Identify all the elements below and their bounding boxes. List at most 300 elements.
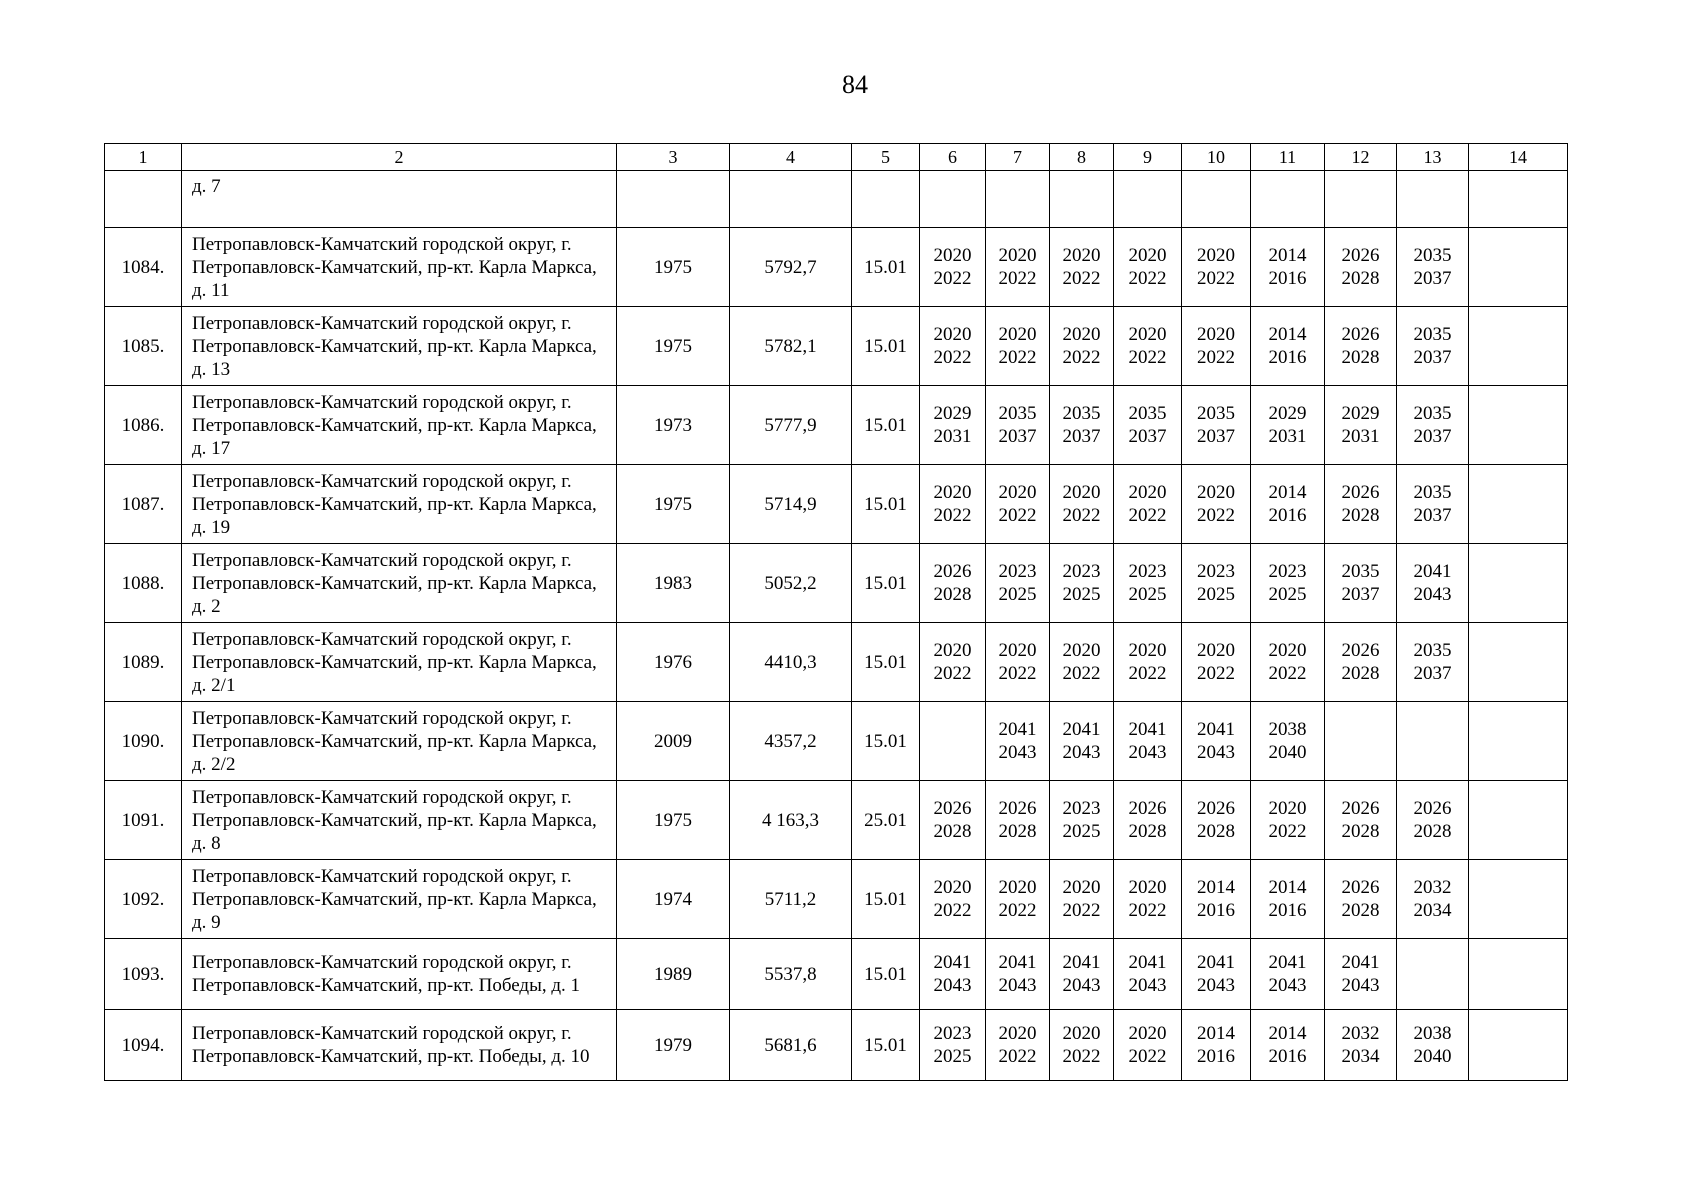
period-start-year: 2026 xyxy=(933,561,972,582)
period-cell xyxy=(1114,623,1182,702)
table-row xyxy=(105,939,1568,1010)
period-start-year: 2023 xyxy=(998,561,1037,582)
period-cell xyxy=(1251,307,1325,386)
period-start-year: 2014 xyxy=(1268,482,1307,503)
period-start-year: 2029 xyxy=(933,403,972,424)
period-start-year: 2041 xyxy=(1268,952,1307,973)
period-end-year: 2022 xyxy=(1128,1046,1167,1067)
code-cell: 15.01 xyxy=(852,544,920,623)
address-cell: Петропавловск-Камчатский городской округ, г. Петропавловск-Камчатский, пр-кт. Победы, д. 1 xyxy=(182,939,617,1010)
empty-cell xyxy=(986,171,1050,228)
period-start-year: 2020 xyxy=(1128,877,1167,898)
period-cell xyxy=(1050,623,1114,702)
empty-cell xyxy=(1397,171,1469,228)
period-start-year: 2026 xyxy=(1341,640,1380,661)
period-cell xyxy=(1050,386,1114,465)
period-start-year: 2020 xyxy=(1128,640,1167,661)
period-end-year: 2022 xyxy=(1062,663,1101,684)
period-cell xyxy=(1251,781,1325,860)
area-cell: 5792,7 xyxy=(730,228,852,307)
period-start-year: 2032 xyxy=(1413,877,1452,898)
period-start-year: 2041 xyxy=(933,952,972,973)
period-cell xyxy=(1397,465,1469,544)
notes-cell xyxy=(1469,465,1568,544)
row-number-cell: 1084. xyxy=(105,228,182,307)
period-end-year: 2016 xyxy=(1268,505,1307,526)
period-start-year: 2020 xyxy=(1197,245,1235,266)
period-end-year: 2028 xyxy=(933,584,972,605)
period-start-year: 2026 xyxy=(1413,798,1452,819)
period-start-year: 2020 xyxy=(933,245,972,266)
table-row xyxy=(105,1010,1568,1081)
period-end-year: 2022 xyxy=(1128,505,1167,526)
period-cell xyxy=(920,544,986,623)
period-cell xyxy=(986,781,1050,860)
period-cell xyxy=(1251,860,1325,939)
period-end-year: 2028 xyxy=(1128,821,1167,842)
period-end-year: 2022 xyxy=(1197,268,1235,289)
column-number: 10 xyxy=(1182,144,1251,171)
period-start-year: 2020 xyxy=(1128,1023,1167,1044)
period-start-year: 2026 xyxy=(1128,798,1167,819)
notes-cell xyxy=(1469,702,1568,781)
period-cell xyxy=(1325,1010,1397,1081)
period-start-year: 2020 xyxy=(998,482,1037,503)
period-start-year: 2020 xyxy=(1062,640,1101,661)
table-row xyxy=(105,386,1568,465)
period-cell xyxy=(1050,465,1114,544)
period-start-year: 2035 xyxy=(1413,482,1452,503)
period-cell xyxy=(1114,1010,1182,1081)
period-start-year: 2026 xyxy=(1341,877,1380,898)
period-end-year: 2025 xyxy=(998,584,1037,605)
address-cell: Петропавловск-Камчатский городской округ, г. Петропавловск-Камчатский, пр-кт. Карла Маркса, д. 2 xyxy=(182,544,617,623)
period-cell xyxy=(1325,702,1397,781)
column-number: 14 xyxy=(1469,144,1568,171)
period-start-year: 2041 xyxy=(1062,719,1101,740)
period-cell xyxy=(1182,781,1251,860)
period-start-year: 2014 xyxy=(1197,877,1235,898)
period-end-year: 2043 xyxy=(1341,975,1380,996)
period-end-year: 2022 xyxy=(933,663,972,684)
period-start-year: 2020 xyxy=(1197,640,1235,661)
period-cell xyxy=(1182,702,1251,781)
period-start-year: 2020 xyxy=(1128,245,1167,266)
period-end-year: 2022 xyxy=(1062,268,1101,289)
period-start-year: 2023 xyxy=(933,1023,972,1044)
area-cell: 5711,2 xyxy=(730,860,852,939)
period-end-year: 2022 xyxy=(1197,505,1235,526)
period-end-year: 2016 xyxy=(1268,1046,1307,1067)
build-year-cell: 1974 xyxy=(617,860,730,939)
empty-cell xyxy=(920,171,986,228)
period-start-year: 2020 xyxy=(998,640,1037,661)
row-number-cell: 1092. xyxy=(105,860,182,939)
notes-cell xyxy=(1469,623,1568,702)
area-cell: 4357,2 xyxy=(730,702,852,781)
notes-cell xyxy=(1469,228,1568,307)
notes-cell xyxy=(1469,544,1568,623)
code-cell: 15.01 xyxy=(852,702,920,781)
period-end-year: 2022 xyxy=(1128,347,1167,368)
period-cell xyxy=(920,939,986,1010)
period-cell xyxy=(1050,228,1114,307)
empty-cell xyxy=(1469,171,1568,228)
area-cell: 5777,9 xyxy=(730,386,852,465)
notes-cell xyxy=(1469,939,1568,1010)
period-end-year: 2022 xyxy=(1062,505,1101,526)
period-start-year: 2014 xyxy=(1268,245,1307,266)
period-cell xyxy=(1397,702,1469,781)
period-end-year: 2043 xyxy=(1062,742,1101,763)
build-year-cell: 1983 xyxy=(617,544,730,623)
column-number: 5 xyxy=(852,144,920,171)
period-cell xyxy=(986,939,1050,1010)
table-row xyxy=(105,623,1568,702)
address-cell: Петропавловск-Камчатский городской округ, г. Петропавловск-Камчатский, пр-кт. Карла Маркса, д. 19 xyxy=(182,465,617,544)
period-start-year: 2020 xyxy=(1268,798,1307,819)
period-end-year: 2037 xyxy=(1413,426,1452,447)
period-cell xyxy=(986,386,1050,465)
period-start-year: 2041 xyxy=(1197,719,1235,740)
period-end-year: 2022 xyxy=(1268,821,1307,842)
period-cell xyxy=(920,781,986,860)
table-row xyxy=(105,228,1568,307)
address-cell: Петропавловск-Камчатский городской округ, г. Петропавловск-Камчатский, пр-кт. Карла Маркса, д. 11 xyxy=(182,228,617,307)
column-number: 3 xyxy=(617,144,730,171)
period-start-year: 2029 xyxy=(1341,403,1380,424)
period-cell xyxy=(1251,465,1325,544)
period-cell xyxy=(920,386,986,465)
period-cell xyxy=(920,860,986,939)
build-year-cell: 2009 xyxy=(617,702,730,781)
period-start-year: 2020 xyxy=(933,640,972,661)
period-start-year: 2014 xyxy=(1197,1023,1235,1044)
notes-cell xyxy=(1469,386,1568,465)
period-end-year: 2031 xyxy=(1268,426,1307,447)
period-cell xyxy=(1325,939,1397,1010)
period-start-year: 2041 xyxy=(1341,952,1380,973)
period-cell xyxy=(1182,860,1251,939)
area-cell: 4410,3 xyxy=(730,623,852,702)
period-cell xyxy=(1114,465,1182,544)
period-end-year: 2037 xyxy=(1062,426,1101,447)
table-row xyxy=(105,781,1568,860)
column-number: 4 xyxy=(730,144,852,171)
period-end-year: 2022 xyxy=(998,347,1037,368)
period-start-year: 2041 xyxy=(1128,952,1167,973)
period-end-year: 2037 xyxy=(998,426,1037,447)
period-cell xyxy=(1050,702,1114,781)
address-cell: Петропавловск-Камчатский городской округ, г. Петропавловск-Камчатский, пр-кт. Победы, д. 10 xyxy=(182,1010,617,1081)
period-start-year: 2038 xyxy=(1268,719,1307,740)
notes-cell xyxy=(1469,781,1568,860)
table-row xyxy=(105,465,1568,544)
page-number: 84 xyxy=(842,70,868,99)
period-cell xyxy=(1114,860,1182,939)
period-cell xyxy=(1182,1010,1251,1081)
period-cell xyxy=(1397,939,1469,1010)
period-end-year: 2043 xyxy=(933,975,972,996)
period-start-year: 2020 xyxy=(933,877,972,898)
period-cell xyxy=(1397,1010,1469,1081)
period-end-year: 2022 xyxy=(933,268,972,289)
period-start-year: 2014 xyxy=(1268,877,1307,898)
row-number-cell: 1087. xyxy=(105,465,182,544)
period-end-year: 2043 xyxy=(1197,975,1235,996)
period-cell xyxy=(1251,1010,1325,1081)
row-number-cell: 1094. xyxy=(105,1010,182,1081)
period-end-year: 2043 xyxy=(998,975,1037,996)
period-end-year: 2022 xyxy=(998,505,1037,526)
period-start-year: 2041 xyxy=(1062,952,1101,973)
period-start-year: 2038 xyxy=(1413,1023,1452,1044)
period-end-year: 2031 xyxy=(933,426,972,447)
period-end-year: 2040 xyxy=(1268,742,1307,763)
period-start-year: 2026 xyxy=(1341,798,1380,819)
row-number-cell: 1088. xyxy=(105,544,182,623)
period-start-year: 2035 xyxy=(1062,403,1101,424)
period-cell xyxy=(1114,386,1182,465)
empty-cell xyxy=(730,171,852,228)
period-end-year: 2037 xyxy=(1341,584,1380,605)
period-end-year: 2016 xyxy=(1197,900,1235,921)
period-cell xyxy=(1182,465,1251,544)
period-cell xyxy=(1251,623,1325,702)
period-cell xyxy=(920,1010,986,1081)
period-start-year: 2020 xyxy=(998,324,1037,345)
period-cell xyxy=(986,1010,1050,1081)
period-end-year: 2022 xyxy=(1128,663,1167,684)
period-cell xyxy=(1114,307,1182,386)
period-start-year: 2023 xyxy=(1268,561,1307,582)
period-end-year: 2028 xyxy=(1341,505,1380,526)
table-row xyxy=(105,544,1568,623)
period-end-year: 2028 xyxy=(933,821,972,842)
period-end-year: 2025 xyxy=(1062,584,1101,605)
period-end-year: 2043 xyxy=(1197,742,1235,763)
area-cell: 5537,8 xyxy=(730,939,852,1010)
build-year-cell: 1979 xyxy=(617,1010,730,1081)
period-end-year: 2016 xyxy=(1268,347,1307,368)
address-cell: Петропавловск-Камчатский городской округ, г. Петропавловск-Камчатский, пр-кт. Карла Маркса, д. 9 xyxy=(182,860,617,939)
period-cell xyxy=(1182,939,1251,1010)
period-cell xyxy=(1397,307,1469,386)
period-end-year: 2016 xyxy=(1268,900,1307,921)
column-number: 1 xyxy=(105,144,182,171)
period-start-year: 2023 xyxy=(1197,561,1235,582)
row-number-cell: 1086. xyxy=(105,386,182,465)
row-number-cell: 1089. xyxy=(105,623,182,702)
period-cell xyxy=(1325,307,1397,386)
period-start-year: 2020 xyxy=(933,482,972,503)
code-cell: 15.01 xyxy=(852,860,920,939)
empty-cell xyxy=(1182,171,1251,228)
code-cell: 15.01 xyxy=(852,307,920,386)
period-end-year: 2022 xyxy=(1062,1046,1101,1067)
period-end-year: 2040 xyxy=(1413,1046,1452,1067)
period-cell xyxy=(1114,781,1182,860)
period-cell xyxy=(1114,544,1182,623)
build-year-cell: 1973 xyxy=(617,386,730,465)
period-cell xyxy=(920,702,986,781)
period-end-year: 2028 xyxy=(998,821,1037,842)
period-end-year: 2028 xyxy=(1341,900,1380,921)
period-cell xyxy=(1325,228,1397,307)
period-cell xyxy=(986,623,1050,702)
period-end-year: 2043 xyxy=(1062,975,1101,996)
period-end-year: 2025 xyxy=(1062,821,1101,842)
continuation-row xyxy=(105,171,1568,228)
period-cell xyxy=(920,228,986,307)
address-cell: Петропавловск-Камчатский городской округ, г. Петропавловск-Камчатский, пр-кт. Карла Маркса, д. 2/1 xyxy=(182,623,617,702)
row-number-cell: 1093. xyxy=(105,939,182,1010)
period-start-year: 2020 xyxy=(1197,482,1235,503)
period-cell xyxy=(1397,386,1469,465)
period-start-year: 2026 xyxy=(1341,245,1380,266)
period-cell xyxy=(1251,544,1325,623)
period-cell xyxy=(1325,623,1397,702)
period-cell xyxy=(1050,307,1114,386)
period-cell xyxy=(1397,781,1469,860)
period-cell xyxy=(986,307,1050,386)
period-end-year: 2022 xyxy=(933,347,972,368)
period-start-year: 2020 xyxy=(1062,877,1101,898)
period-start-year: 2041 xyxy=(1197,952,1235,973)
period-end-year: 2028 xyxy=(1341,347,1380,368)
row-number-cell: 1090. xyxy=(105,702,182,781)
build-year-cell: 1975 xyxy=(617,228,730,307)
empty-cell xyxy=(1114,171,1182,228)
area-cell: 5714,9 xyxy=(730,465,852,544)
period-cell xyxy=(1325,465,1397,544)
column-number: 6 xyxy=(920,144,986,171)
period-cell xyxy=(1251,386,1325,465)
period-end-year: 2043 xyxy=(998,742,1037,763)
period-end-year: 2022 xyxy=(933,900,972,921)
table-row xyxy=(105,307,1568,386)
period-cell xyxy=(1397,228,1469,307)
period-start-year: 2026 xyxy=(998,798,1037,819)
period-end-year: 2022 xyxy=(1062,900,1101,921)
code-cell: 15.01 xyxy=(852,228,920,307)
table-row xyxy=(105,860,1568,939)
period-start-year: 2020 xyxy=(1268,640,1307,661)
period-start-year: 2023 xyxy=(1062,561,1101,582)
period-cell xyxy=(1114,939,1182,1010)
period-cell xyxy=(1050,781,1114,860)
period-cell xyxy=(986,860,1050,939)
area-cell: 5681,6 xyxy=(730,1010,852,1081)
period-end-year: 2037 xyxy=(1197,426,1235,447)
period-start-year: 2041 xyxy=(998,719,1037,740)
build-year-cell: 1975 xyxy=(617,307,730,386)
period-start-year: 2026 xyxy=(1341,482,1380,503)
period-cell xyxy=(1251,228,1325,307)
period-start-year: 2041 xyxy=(1413,561,1452,582)
period-start-year: 2041 xyxy=(1128,719,1167,740)
area-cell: 5782,1 xyxy=(730,307,852,386)
build-year-cell: 1989 xyxy=(617,939,730,1010)
period-cell xyxy=(1325,386,1397,465)
period-start-year: 2020 xyxy=(1197,324,1235,345)
period-start-year: 2035 xyxy=(998,403,1037,424)
period-end-year: 2043 xyxy=(1128,975,1167,996)
period-cell xyxy=(1325,860,1397,939)
notes-cell xyxy=(1469,860,1568,939)
period-end-year: 2037 xyxy=(1413,347,1452,368)
period-end-year: 2022 xyxy=(998,900,1037,921)
period-end-year: 2028 xyxy=(1197,821,1235,842)
column-number: 8 xyxy=(1050,144,1114,171)
period-start-year: 2026 xyxy=(933,798,972,819)
address-cell: Петропавловск-Камчатский городской округ, г. Петропавловск-Камчатский, пр-кт. Карла Маркса, д. 2/2 xyxy=(182,702,617,781)
empty-cell xyxy=(852,171,920,228)
period-cell xyxy=(1325,781,1397,860)
period-end-year: 2025 xyxy=(1268,584,1307,605)
column-number: 13 xyxy=(1397,144,1469,171)
column-number: 11 xyxy=(1251,144,1325,171)
period-start-year: 2023 xyxy=(1062,798,1101,819)
code-cell: 15.01 xyxy=(852,1010,920,1081)
housing-register-table xyxy=(104,143,1568,1081)
period-end-year: 2043 xyxy=(1268,975,1307,996)
period-start-year: 2035 xyxy=(1413,245,1452,266)
period-cell xyxy=(1114,702,1182,781)
period-cell xyxy=(1182,623,1251,702)
period-start-year: 2020 xyxy=(998,245,1037,266)
period-end-year: 2028 xyxy=(1341,268,1380,289)
code-cell: 15.01 xyxy=(852,386,920,465)
period-start-year: 2035 xyxy=(1413,324,1452,345)
address-cell: Петропавловск-Камчатский городской округ, г. Петропавловск-Камчатский, пр-кт. Карла Маркса, д. 8 xyxy=(182,781,617,860)
period-end-year: 2016 xyxy=(1197,1046,1235,1067)
build-year-cell: 1975 xyxy=(617,465,730,544)
period-cell xyxy=(1397,860,1469,939)
code-cell: 25.01 xyxy=(852,781,920,860)
empty-cell xyxy=(1050,171,1114,228)
period-start-year: 2020 xyxy=(1128,324,1167,345)
period-end-year: 2022 xyxy=(998,1046,1037,1067)
column-number: 9 xyxy=(1114,144,1182,171)
area-cell: 4 163,3 xyxy=(730,781,852,860)
row-number-cell: 1085. xyxy=(105,307,182,386)
row-number-cell xyxy=(105,171,182,228)
area-cell: 5052,2 xyxy=(730,544,852,623)
period-start-year: 2035 xyxy=(1197,403,1235,424)
build-year-cell: 1975 xyxy=(617,781,730,860)
code-cell: 15.01 xyxy=(852,623,920,702)
period-end-year: 2022 xyxy=(1268,663,1307,684)
period-cell xyxy=(1397,544,1469,623)
row-number-cell: 1091. xyxy=(105,781,182,860)
period-cell xyxy=(986,544,1050,623)
period-start-year: 2035 xyxy=(1413,640,1452,661)
period-cell xyxy=(1325,544,1397,623)
column-number: 2 xyxy=(182,144,617,171)
period-end-year: 2022 xyxy=(998,663,1037,684)
period-cell xyxy=(1050,1010,1114,1081)
period-start-year: 2014 xyxy=(1268,324,1307,345)
period-end-year: 2028 xyxy=(1413,821,1452,842)
period-end-year: 2022 xyxy=(1062,347,1101,368)
empty-cell xyxy=(617,171,730,228)
period-start-year: 2020 xyxy=(998,877,1037,898)
build-year-cell: 1976 xyxy=(617,623,730,702)
period-end-year: 2034 xyxy=(1413,900,1452,921)
period-start-year: 2014 xyxy=(1268,1023,1307,1044)
period-start-year: 2020 xyxy=(1062,324,1101,345)
